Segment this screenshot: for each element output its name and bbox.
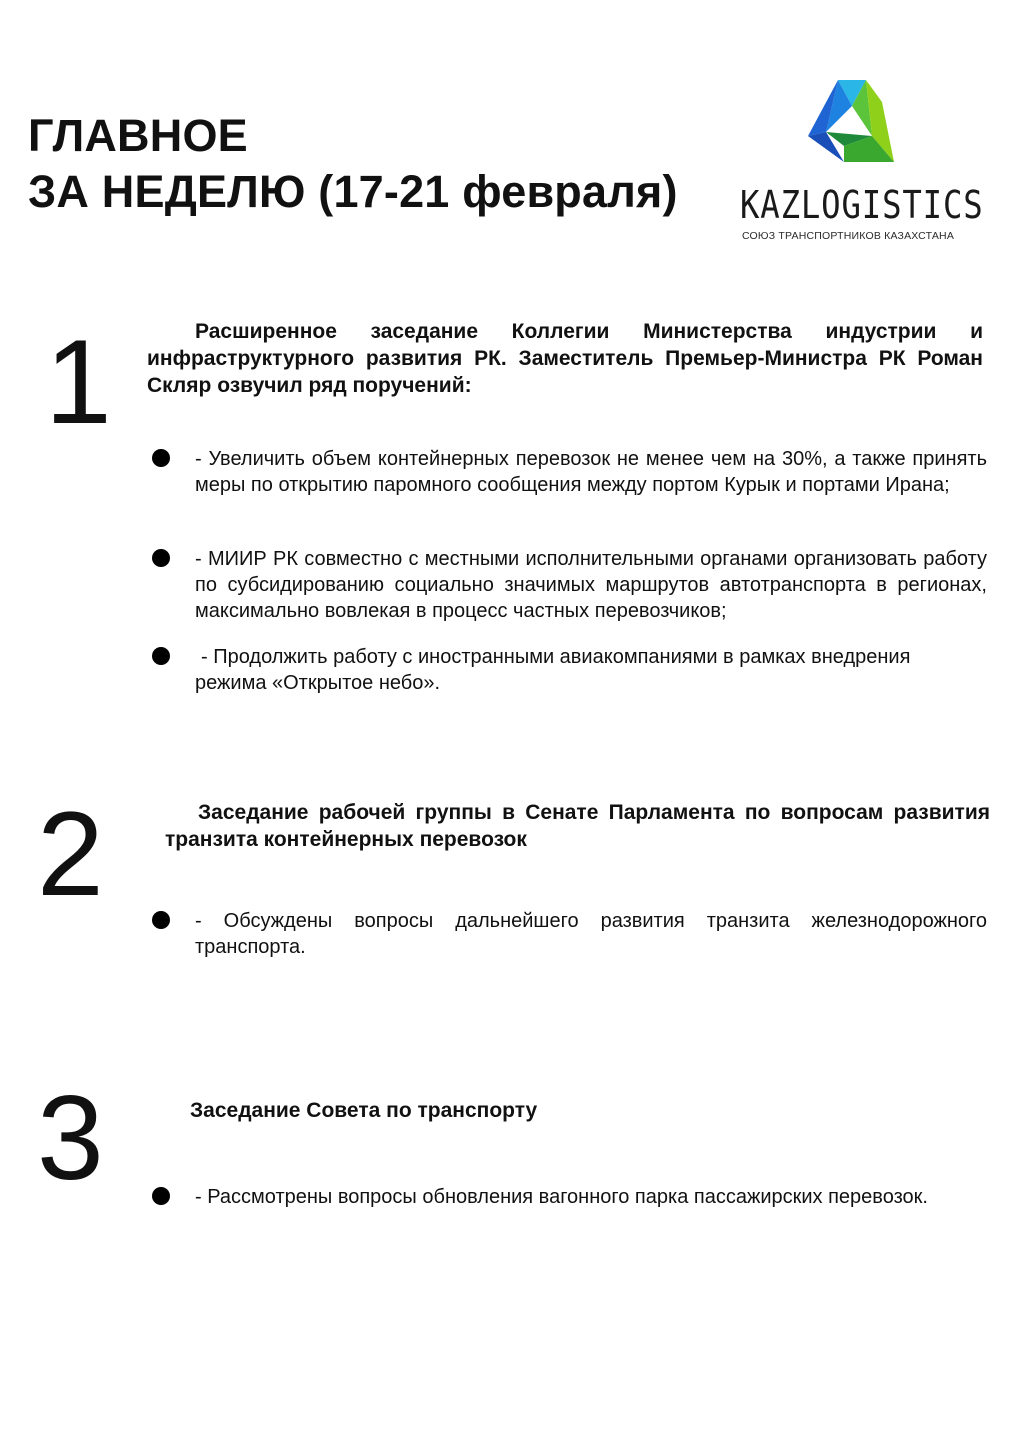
page-title-line-1: ГЛАВНОЕ (28, 110, 248, 161)
bullet-icon (152, 911, 170, 929)
section-number: 3 (37, 1071, 104, 1205)
bullet-icon (152, 449, 170, 467)
triangle-logo-icon (808, 80, 894, 166)
kazlogistics-logo (740, 80, 984, 250)
list-item-text: - Продолжить работу с иностранными авиакомпаниями в рамках внедрения режима «Открытое небо». (195, 646, 911, 694)
section-number: 1 (45, 315, 112, 449)
page-title (28, 108, 678, 220)
brand-tagline: СОЮЗ ТРАНСПОРТНИКОВ КАЗАХСТАНА (742, 230, 955, 242)
list-item-text: - МИИР РК совместно с местными исполнительными органами организовать работу по субсидированию социально значимых маршрутов автотранспорта в регионах, максимально вовлекая в процесс частных перевозчиков; (195, 548, 987, 622)
bullet-icon (152, 549, 170, 567)
list-item-text: - Рассмотрены вопросы обновления вагонного парка пассажирских перевозок. (195, 1186, 928, 1208)
brand-name: KAZLOGISTICS (740, 183, 984, 227)
section-number: 2 (37, 787, 104, 921)
section-heading: Заседание рабочей группы в Сенате Парламента по вопросам развития транзита контейнерных перевозок (165, 801, 990, 851)
list-item-text: - Увеличить объем контейнерных перевозок не менее чем на 30%, а также принять меры по открытию паромного сообщения между портом Курык и портами Ирана; (195, 448, 987, 496)
section-heading: Заседание Совета по транспорту (190, 1099, 538, 1122)
bullet-icon (152, 647, 170, 665)
list-item-text: - Обсуждены вопросы дальнейшего развития транзита железнодорожного транспорта. (195, 910, 987, 958)
page-title-line-2: ЗА НЕДЕЛЮ (17-21 февраля) (28, 166, 678, 217)
bullet-icon (152, 1187, 170, 1205)
section-heading: Расширенное заседание Коллегии Министерства индустрии и инфраструктурного развития РК. Заместитель Премьер-Министра РК Роман Скляр озвучил ряд поручений: (147, 320, 983, 397)
